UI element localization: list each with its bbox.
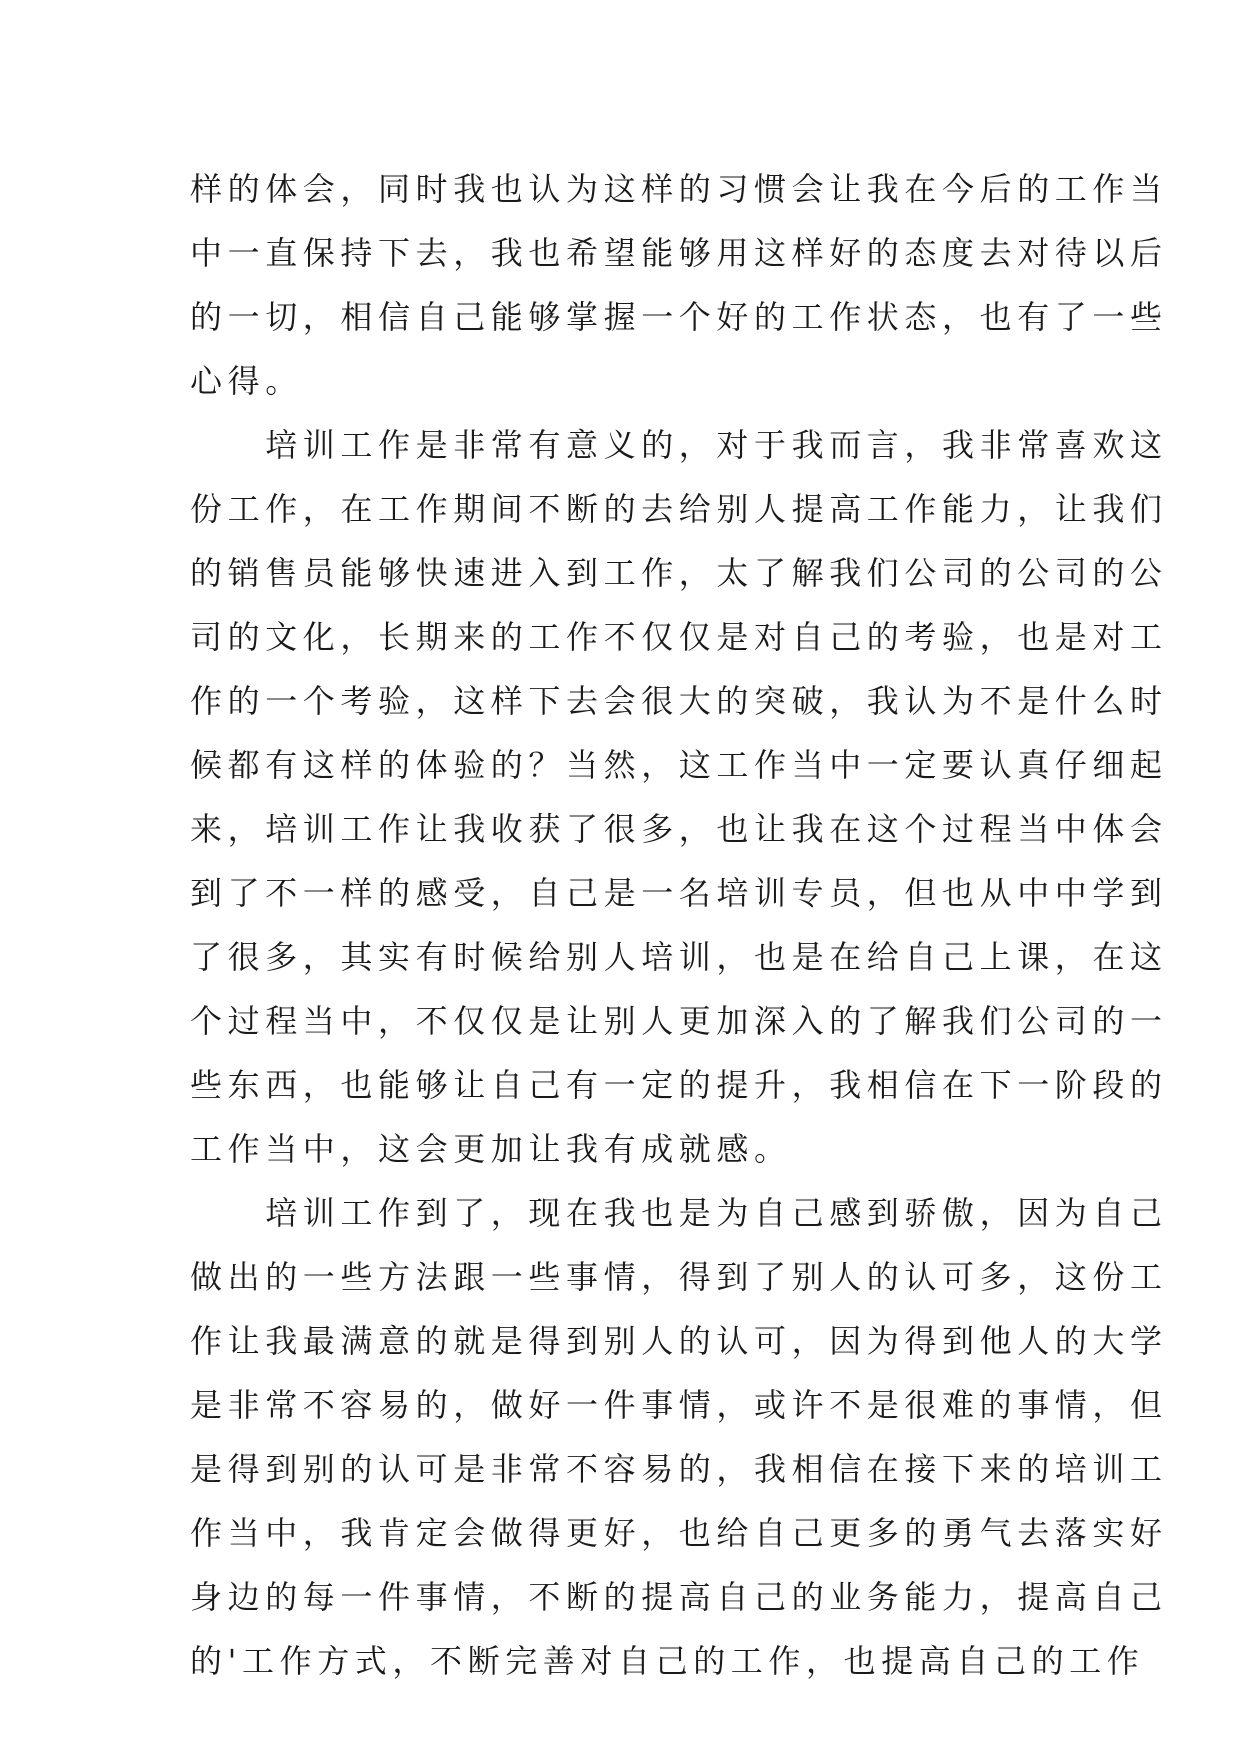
text-line: 样的体会，同时我也认为这样的习惯会让我在今后的工作当 [190,170,1168,208]
text-line: 作当中，我肯定会做得更好，也给自己更多的勇气去落实好 [190,1514,1168,1552]
text-line: 作的一个考验，这样下去会很大的突破，我认为不是什么时 [190,682,1168,720]
text-line: 的销售员能够快速进入到工作，太了解我们公司的公司的公 [190,554,1168,592]
text-line: 做出的一些方法跟一些事情，得到了别人的认可多，这份工 [190,1258,1168,1296]
text-line: 了很多，其实有时候给别人培训，也是在给自己上课，在这 [190,938,1168,976]
text-line: 身边的每一件事情，不断的提高自己的业务能力，提高自己 [190,1578,1168,1616]
text-line: 心得。 [190,362,303,400]
text-line: 作让我最满意的就是得到别人的认可，因为得到他人的大学 [190,1322,1168,1360]
text-line: 的'工作方式，不断完善对自己的工作，也提高自己的工作 [190,1642,1145,1680]
text-line: 来，培训工作让我收获了很多，也让我在这个过程当中体会 [190,810,1168,848]
text-line: 些东西，也能够让自己有一定的提升，我相信在下一阶段的 [190,1066,1168,1104]
body-text [190,157,1168,1693]
text-line: 是得到别的认可是非常不容易的，我相信在接下来的培训工 [190,1450,1168,1488]
text-line: 培训工作是非常有意义的，对于我而言，我非常喜欢这 [190,426,1168,464]
text-line: 个过程当中，不仅仅是让别人更加深入的了解我们公司的一 [190,1002,1168,1040]
text-line: 到了不一样的感受，自己是一名培训专员，但也从中中学到 [190,874,1168,912]
text-line: 培训工作到了，现在我也是为自己感到骄傲，因为自己 [190,1194,1168,1232]
text-line: 份工作，在工作期间不断的去给别人提高工作能力，让我们 [190,490,1168,528]
text-line: 候都有这样的体验的？当然，这工作当中一定要认真仔细起 [190,746,1168,784]
text-line: 司的文化，长期来的工作不仅仅是对自己的考验，也是对工 [190,618,1168,656]
text-line: 是非常不容易的，做好一件事情，或许不是很难的事情，但 [190,1386,1168,1424]
text-line: 工作当中，这会更加让我有成就感。 [190,1130,792,1168]
text-line: 中一直保持下去，我也希望能够用这样好的态度去对待以后 [190,234,1168,272]
text-line: 的一切，相信自己能够掌握一个好的工作状态，也有了一些 [190,298,1168,336]
